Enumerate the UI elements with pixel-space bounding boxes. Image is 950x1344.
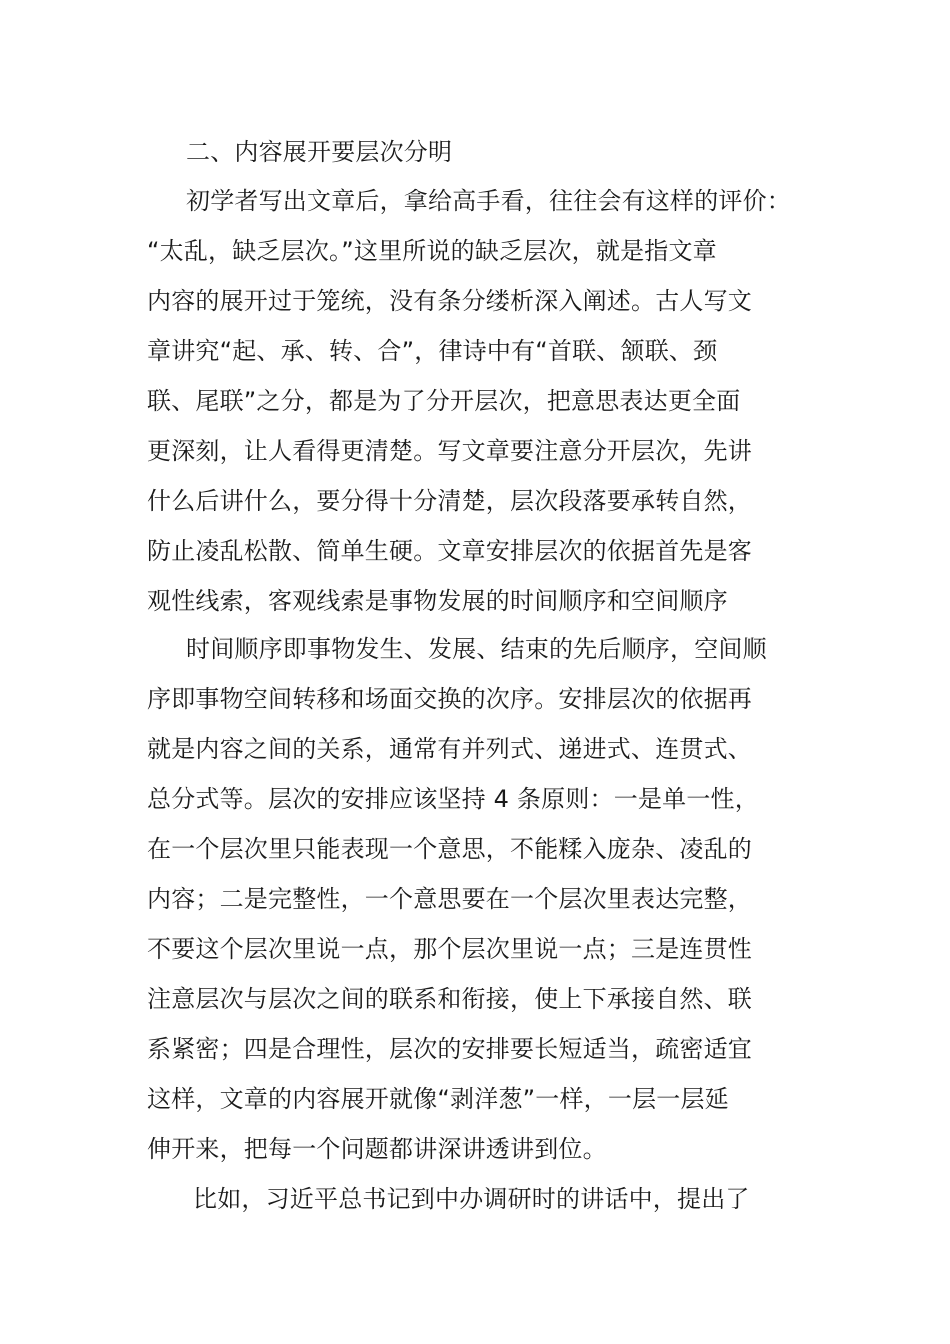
paragraph-line: 防止凌乱松散、简单生硬。文章安排层次的依据首先是客 [147, 537, 752, 565]
paragraph-line: 在一个层次里只能表现一个意思，不能糅入庞杂、凌乱的 [147, 835, 752, 863]
paragraph-line: 内容的展开过于笼统，没有条分缕析深入阐述。古人写文 [147, 287, 752, 315]
paragraph-line: 伸开来，把每一个问题都讲深讲透讲到位。 [147, 1135, 607, 1163]
paragraph-line: 序即事物空间转移和场面交换的次序。安排层次的依据再 [147, 685, 752, 713]
paragraph-line: 内容；二是完整性，一个意思要在一个层次里表达完整， [147, 885, 752, 913]
paragraph-line: 什么后讲什么，要分得十分清楚，层次段落要承转自然， [147, 487, 752, 515]
paragraph-line: 系紧密；四是合理性，层次的安排要长短适当，疏密适宜 [147, 1035, 752, 1063]
paragraph-line: 就是内容之间的关系，通常有并列式、递进式、连贯式、 [147, 735, 752, 763]
paragraph-line: 总分式等。层次的安排应该坚持 4 条原则：一是单一性， [147, 785, 759, 813]
paragraph-line: 观性线索，客观线索是事物发展的时间顺序和空间顺序 [147, 587, 728, 615]
paragraph-line: 初学者写出文章后，拿给高手看，往往会有这样的评价： [186, 187, 791, 215]
paragraph-line: 注意层次与层次之间的联系和衔接，使上下承接自然、联 [147, 985, 752, 1013]
paragraph-line: “太乱，缺乏层次。”这里所说的缺乏层次，就是指文章 [147, 237, 717, 265]
paragraph-line: 不要这个层次里说一点，那个层次里说一点；三是连贯性 [147, 935, 752, 963]
paragraph-line: 更深刻，让人看得更清楚。写文章要注意分开层次，先讲 [147, 437, 752, 465]
paragraph-line: 比如，习近平总书记到中办调研时的讲话中，提出了 [193, 1185, 750, 1213]
paragraph-line: 联、尾联”之分，都是为了分开层次，把意思表达更全面 [147, 387, 741, 415]
paragraph-line: 章讲究“起、承、转、合”，律诗中有“首联、颔联、颈 [147, 337, 718, 365]
paragraph-line: 时间顺序即事物发生、发展、结束的先后顺序，空间顺 [186, 635, 767, 663]
section-heading: 二、内容展开要层次分明 [186, 138, 453, 166]
paragraph-line: 这样，文章的内容展开就像“剥洋葱”一样，一层一层延 [147, 1085, 729, 1113]
